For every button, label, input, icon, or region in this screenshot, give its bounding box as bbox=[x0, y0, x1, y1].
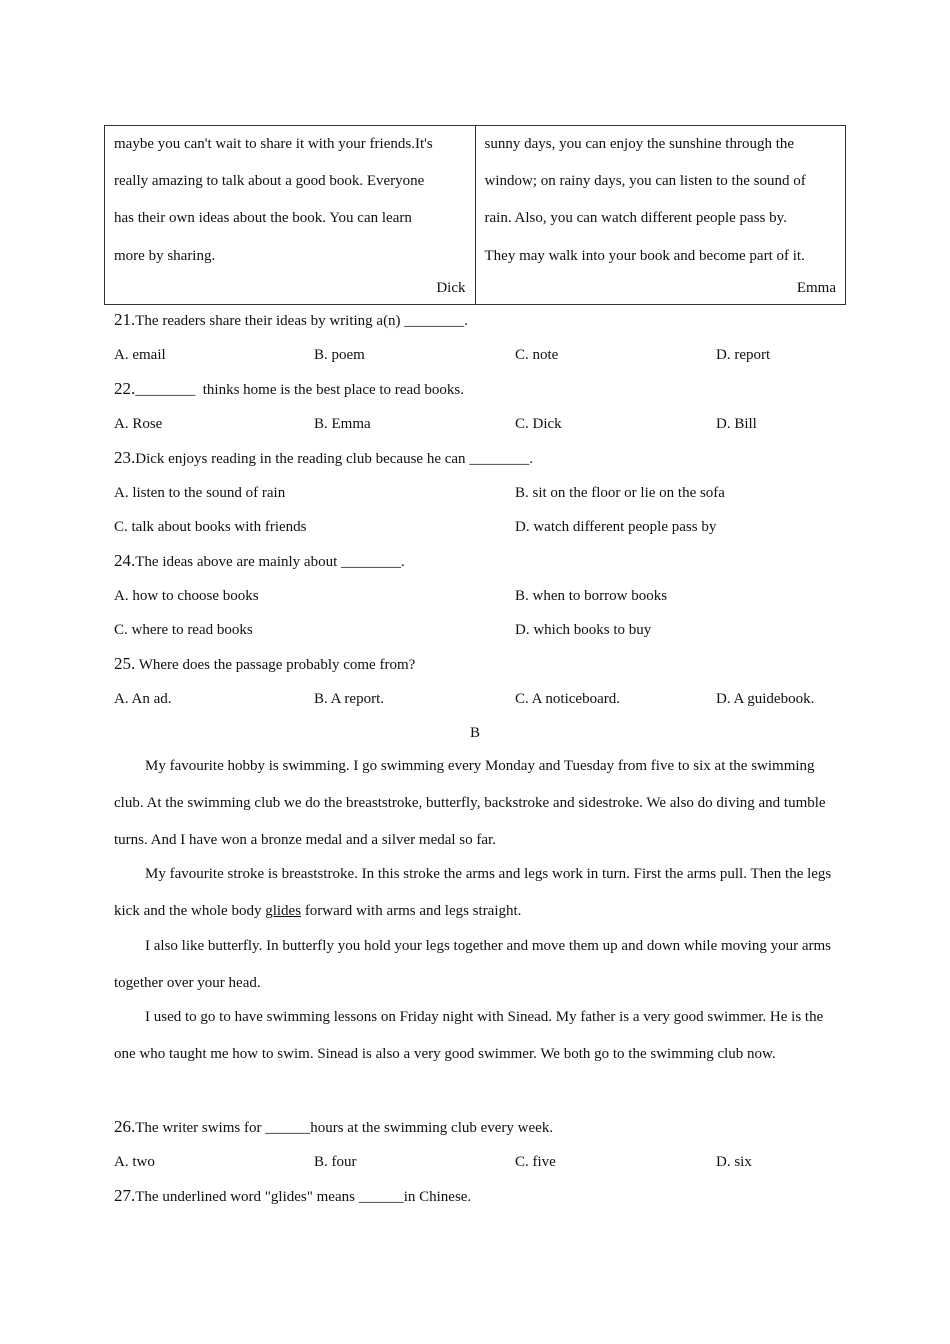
option-c: C. Dick bbox=[515, 416, 562, 432]
question-number: 24. bbox=[114, 551, 136, 570]
dick-signature: Dick bbox=[436, 279, 466, 296]
question-21 bbox=[114, 310, 468, 331]
dick-text: maybe you can't wait to share it with your friends.It's really amazing to talk about a good book. Everyone has their own ideas about the book. You can learn more by sharing. bbox=[114, 136, 433, 264]
reader-ideas-table bbox=[104, 125, 846, 305]
option-a: A. listen to the sound of rain bbox=[114, 485, 286, 501]
option-a: A. email bbox=[114, 347, 166, 363]
option-d: D. which books to buy bbox=[515, 622, 652, 638]
option-a: A. how to choose books bbox=[114, 588, 259, 604]
option-c: C. talk about books with friends bbox=[114, 519, 307, 535]
question-text: Dick enjoys reading in the reading club because he can ________. bbox=[135, 451, 534, 467]
question-22 bbox=[114, 379, 464, 400]
question-27 bbox=[114, 1186, 471, 1207]
question-text: The underlined word "glides" means ______in Chinese. bbox=[135, 1189, 472, 1205]
question-number: 26. bbox=[114, 1117, 136, 1136]
emma-text: sunny days, you can enjoy the sunshine through the window; on rainy days, you can listen to the sound of rain. Also, you can watch different people pass by. They may walk into your book and become part of it. bbox=[484, 136, 806, 264]
option-d: D. six bbox=[716, 1154, 752, 1170]
underlined-word-glides: glides bbox=[265, 903, 302, 920]
question-text: ________ thinks home is the best place to read books. bbox=[135, 382, 464, 398]
option-b: B. sit on the floor or lie on the sofa bbox=[515, 485, 725, 501]
question-text: The writer swims for ______hours at the swimming club every week. bbox=[135, 1120, 554, 1136]
option-b: B. A report. bbox=[314, 691, 384, 707]
passage-paragraph: My favourite hobby is swimming. I go swimming every Monday and Tuesday from five to six at the swimming club. At the swimming club we do the breaststroke, butterfly, backstroke and sidestroke. We also do diving and tumble turns. And I have won a bronze medal and a silver medal so far. bbox=[114, 758, 826, 849]
question-text: Where does the passage probably come from? bbox=[135, 657, 416, 673]
option-b: B. Emma bbox=[314, 416, 371, 432]
option-d: D. watch different people pass by bbox=[515, 519, 717, 535]
option-c: C. five bbox=[515, 1154, 556, 1170]
question-number: 25. bbox=[114, 654, 136, 673]
question-text: The readers share their ideas by writing a(n) ________. bbox=[135, 313, 469, 329]
question-number: 21. bbox=[114, 310, 136, 329]
option-b: B. when to borrow books bbox=[515, 588, 668, 604]
question-23 bbox=[114, 448, 533, 469]
question-25 bbox=[114, 654, 415, 675]
option-b: B. four bbox=[314, 1154, 357, 1170]
question-26 bbox=[114, 1117, 553, 1138]
option-d: D. Bill bbox=[716, 416, 757, 432]
option-c: C. where to read books bbox=[114, 622, 253, 638]
section-title: B bbox=[469, 725, 480, 741]
passage-paragraph: I used to go to have swimming lessons on Friday night with Sinead. My father is a very good swimmer. He is the one who taught me how to swim. Sinead is also a very good swimmer. We both go to the swimming club now. bbox=[114, 1009, 824, 1063]
question-number: 27. bbox=[114, 1186, 136, 1205]
passage-paragraph: My favourite stroke is breaststroke. In this stroke the arms and legs work in turn. First the arms pull. Then the legs kick and the whole body glides forward with arms and legs straight. bbox=[114, 866, 832, 920]
passage-paragraph: I also like butterfly. In butterfly you hold your legs together and move them up and down while moving your arms together over your head. bbox=[114, 938, 831, 992]
option-b: B. poem bbox=[314, 347, 365, 363]
option-d: D. report bbox=[716, 347, 771, 363]
option-d: D. A guidebook. bbox=[716, 691, 815, 707]
dick-cell bbox=[105, 126, 476, 305]
question-text: The ideas above are mainly about ________. bbox=[135, 554, 405, 570]
option-c: C. note bbox=[515, 347, 559, 363]
option-c: C. A noticeboard. bbox=[515, 691, 620, 707]
emma-signature: Emma bbox=[796, 279, 836, 296]
option-a: A. Rose bbox=[114, 416, 163, 432]
option-a: A. two bbox=[114, 1154, 155, 1170]
option-a: A. An ad. bbox=[114, 691, 172, 707]
question-number: 23. bbox=[114, 448, 136, 467]
emma-cell bbox=[475, 126, 846, 305]
question-number: 22. bbox=[114, 379, 136, 398]
question-24 bbox=[114, 551, 405, 572]
